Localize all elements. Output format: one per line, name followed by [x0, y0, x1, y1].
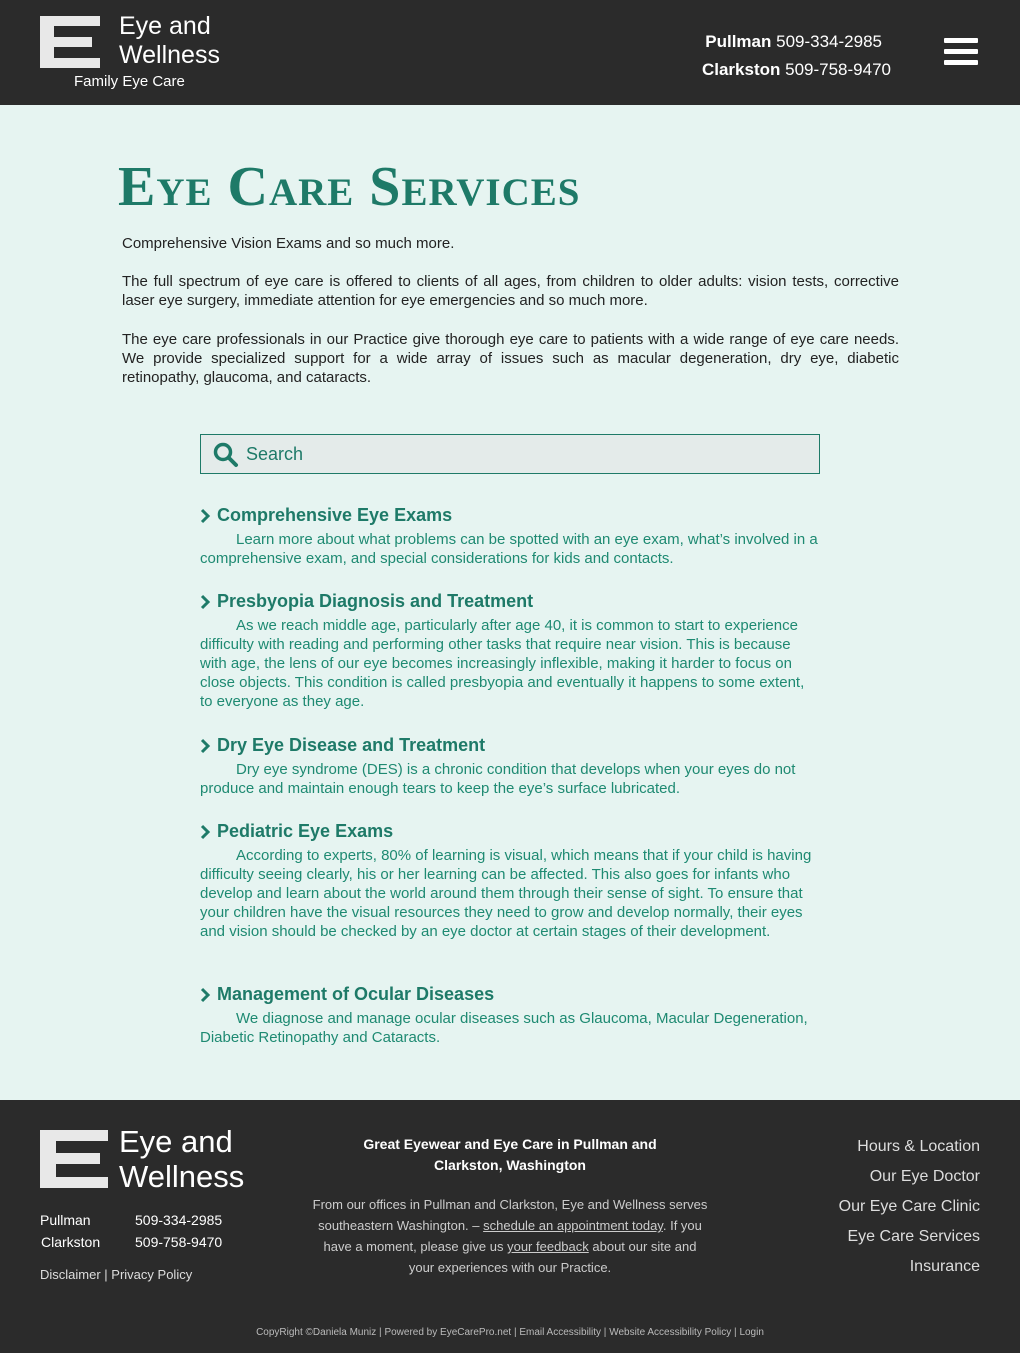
chevron-right-icon — [200, 508, 211, 524]
intro-paragraph: The full spectrum of eye care is offered to clients of all ages, from children to older adults: vision tests, corrective laser eye surgery, immediate attention for eye emergencies and so much more. — [122, 273, 899, 309]
chevron-right-icon — [200, 738, 211, 754]
service-link[interactable] — [200, 591, 820, 612]
service-description: As we reach middle age, particularly after age 40, it is common to start to experience difficulty with reading and performing other tasks that require near vision. This is because with age, the lens of our eye becomes increasingly inflexible, making it harder to focus on close objects. This condition is called presbyopia and eventually it happens to some extent, to everyone as they age. — [200, 617, 805, 710]
footer-logo-text[interactable]: Eye and Wellness — [119, 1124, 245, 1194]
logo-subtitle: Family Eye Care — [74, 73, 185, 90]
service-title: Presbyopia Diagnosis and Treatment — [217, 591, 534, 611]
intro-paragraph: Comprehensive Vision Exams and so much more. — [122, 235, 455, 252]
login-link[interactable]: Login — [739, 1327, 764, 1338]
disclaimer-link[interactable]: Disclaimer — [40, 1267, 101, 1282]
service-description: According to experts, 80% of learning is visual, which means that if your child is having difficulty seeing clearly, his or her learning can be affected. This also goes for infants who develop and learn about the world around them through their sense of sight. To ensure that your children have the visual resources they need to grow and develop normally, their eyes and vision should be checked by an eye doctor at certain stages of their development. — [200, 847, 812, 940]
chevron-right-icon — [200, 594, 211, 610]
footer-nav-eye-care-clinic[interactable]: Our Eye Care Clinic — [838, 1198, 980, 1215]
service-item — [200, 505, 820, 568]
logo-e-icon[interactable] — [40, 1130, 108, 1188]
chevron-right-icon — [200, 987, 211, 1003]
footer-phone[interactable]: 509-334-2985 — [135, 1212, 223, 1228]
header-phones — [700, 28, 891, 84]
service-item — [200, 821, 820, 941]
footer-phone[interactable]: 509-758-9470 — [135, 1234, 223, 1250]
search-icon[interactable] — [213, 442, 239, 468]
email-accessibility-link[interactable]: Email Accessibility — [519, 1327, 602, 1338]
service-item — [200, 735, 820, 798]
schedule-appointment-link[interactable]: schedule an appointment today — [483, 1218, 663, 1233]
footer-legal-links: Disclaimer | Privacy Policy — [40, 1267, 193, 1282]
service-link[interactable] — [200, 505, 820, 526]
powered-by-link[interactable]: Powered by EyeCarePro.net — [384, 1327, 512, 1338]
chevron-right-icon — [200, 824, 211, 840]
main-content — [0, 105, 1020, 1100]
footer-nav-hours-location[interactable]: Hours & Location — [857, 1138, 980, 1155]
service-description: We diagnose and manage ocular diseases such as Glaucoma, Macular Degeneration, Diabetic Retinopathy and Cataracts. — [200, 1010, 808, 1046]
site-footer — [0, 1100, 1020, 1353]
feedback-link[interactable]: your feedback — [507, 1239, 589, 1254]
privacy-policy-link[interactable]: Privacy Policy — [111, 1267, 193, 1282]
phone-clarkston[interactable]: Clarkston 509-758-9470 — [701, 60, 891, 79]
footer-city: Pullman — [40, 1212, 91, 1228]
service-link[interactable] — [200, 821, 820, 842]
service-title: Pediatric Eye Exams — [217, 821, 394, 841]
search-input[interactable] — [246, 435, 806, 473]
service-link[interactable] — [200, 735, 820, 756]
footer-tagline: Great Eyewear and Eye Care in Pullman and Clarkston, Washington — [363, 1136, 657, 1173]
phone-pullman[interactable]: Pullman 509-334-2985 — [705, 32, 882, 51]
footer-nav-eye-doctor[interactable]: Our Eye Doctor — [869, 1168, 980, 1185]
footer-city: Clarkston — [41, 1234, 101, 1250]
service-description: Learn more about what problems can be spotted with an eye exam, what’s involved in a comprehensive exam, and special considerations for kids and contacts. — [200, 531, 818, 567]
footer-description: From our offices in Pullman and Clarkston, Eye and Wellness serves southeastern Washington. – schedule an appointment today. If you have a moment, please give us your feedback about our site and your experiences with our Practice. — [312, 1197, 708, 1275]
service-item — [200, 591, 820, 711]
search-box — [200, 434, 820, 474]
hamburger-icon[interactable] — [944, 38, 978, 68]
service-link[interactable] — [200, 984, 820, 1005]
service-title: Dry Eye Disease and Treatment — [217, 735, 486, 755]
service-description: Dry eye syndrome (DES) is a chronic condition that develops when your eyes do not produce and maintain enough tears to keep the eye’s surface lubricated. — [200, 761, 796, 797]
footer-bottom-bar: CopyRight ©Daniela Muniz | Powered by EyeCarePro.net | Email Accessibility | Website Accessibility Policy | Login — [256, 1327, 764, 1338]
service-title: Comprehensive Eye Exams — [217, 505, 453, 525]
site-header — [0, 0, 1020, 105]
page-title: Eye Care Services — [118, 156, 581, 218]
footer-nav-insurance[interactable]: Insurance — [909, 1258, 980, 1275]
logo-e-icon[interactable] — [40, 16, 100, 68]
copyright-text: CopyRight ©Daniela Muniz — [256, 1327, 377, 1338]
logo-text[interactable]: Eye and Wellness — [119, 12, 220, 69]
footer-nav-eye-care-services[interactable]: Eye Care Services — [847, 1228, 980, 1245]
footer-nav — [839, 1132, 980, 1282]
website-accessibility-link[interactable]: Website Accessibility Policy — [609, 1327, 732, 1338]
service-title: Management of Ocular Diseases — [217, 984, 495, 1004]
service-item — [200, 984, 820, 1047]
intro-paragraph: The eye care professionals in our Practice give thorough eye care to patients with a wide range of eye care needs. We provide specialized support for a wide array of issues such as macular degeneration, dry eye, diabetic retinopathy, glaucoma, and cataracts. — [122, 331, 899, 386]
